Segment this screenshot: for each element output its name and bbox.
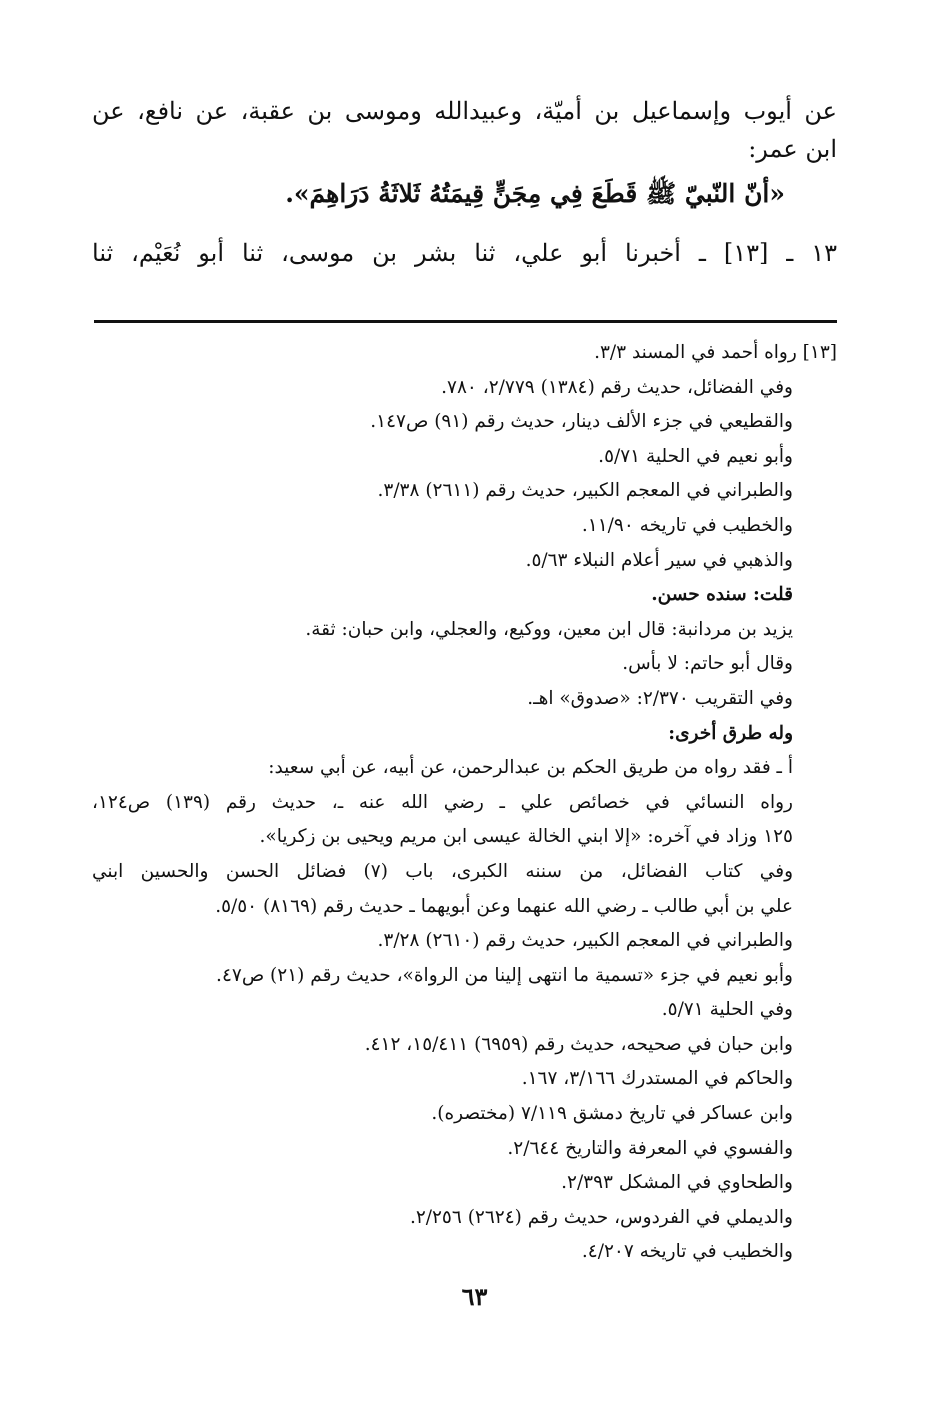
footnote-line: وأبو نعيم في جزء «تسمية ما انتهى إلينا من الرواة»، حديث رقم (٢١) ص٤٧. bbox=[216, 964, 793, 986]
main-line-4: ١٣ ـ [١٣] ـ أخبرنا أبو علي، ثنا بشر بن موسى، ثنا أبو نُعَيْم، ثنا bbox=[92, 239, 837, 267]
footnote-line: ١٢٥ وزاد في آخره: «إلا ابني الخالة عيسى ابن مريم ويحيى بن زكريا». bbox=[259, 826, 793, 848]
footnotes bbox=[92, 336, 837, 1270]
footnote-line: والخطيب في تاريخه ١١/٩٠. bbox=[581, 514, 793, 536]
footnote-line: وابن حبان في صحيحه، حديث رقم (٦٩٥٩) ١٥/٤١١، ٤١٢. bbox=[364, 1033, 793, 1055]
footnote-line: [١٣] رواه أحمد في المسند ٣/٣. bbox=[594, 342, 837, 363]
footnote-line: والقطيعي في جزء الألف دينار، حديث رقم (٩١) ص١٤٧. bbox=[370, 411, 793, 433]
footnote-line: قلت: سنده حسن. bbox=[651, 584, 793, 606]
page-number: ٦٣ bbox=[461, 1282, 488, 1311]
footnote-line: علي بن أبي طالب ـ رضي الله عنهما وعن أبويهما ـ حديث رقم (٨١٦٩) ٥/٥٠. bbox=[215, 895, 793, 917]
footnote-line: وقال أبو حاتم: لا بأس. bbox=[622, 653, 793, 675]
footnote-line: وفي الفضائل، حديث رقم (١٣٨٤) ٢/٧٧٩، ٧٨٠. bbox=[441, 376, 793, 398]
footnote-line: وله طرق أخرى: bbox=[668, 722, 793, 744]
footnote-line: والطبراني في المعجم الكبير، حديث رقم (٢٦١١) ٣/٣٨. bbox=[377, 480, 793, 502]
footnote-line: والطحاوي في المشكل ٢/٣٩٣. bbox=[561, 1172, 793, 1194]
footnote-line: والخطيب في تاريخه ٤/٢٠٧. bbox=[581, 1241, 793, 1263]
footnote-line: وفي كتاب الفضائل، من سننه الكبرى، باب (٧) فضائل الحسن والحسين ابني bbox=[92, 860, 793, 882]
hadith-text: «أنّ النّبيّ ﷺ قَطَعَ فِي مِجَنٍّ قِيمَتُهُ ثَلاثَةُ دَرَاهِمَ». bbox=[285, 179, 785, 208]
footnote-line: والديملي في الفردوس، حديث رقم (٢٦٢٤) ٢/٢٥٦. bbox=[409, 1206, 793, 1228]
footnote-line: أ ـ فقد رواه من طريق الحكم بن عبدالرحمن، عن أبيه، عن أبي سعيد: bbox=[268, 757, 793, 779]
main-text bbox=[92, 92, 837, 272]
footnote-line: والحاكم في المستدرك ٣/١٦٦، ١٦٧. bbox=[521, 1068, 793, 1090]
footnote-line: وفي الحلية ٥/٧١. bbox=[661, 999, 793, 1021]
footnote-line: والذهبي في سير أعلام النبلاء ٥/٦٣. bbox=[525, 549, 793, 571]
footnote-line: وابن عساكر في تاريخ دمشق ٧/١١٩ (مختصره). bbox=[431, 1103, 793, 1125]
footnote-line: رواه النسائي في خصائص علي ـ رضي الله عنه ـ، حديث رقم (١٣٩) ص١٢٤، bbox=[92, 791, 793, 813]
main-line-1: عن أيوب وإسماعيل بن أميّة، وعبيدالله وموسى بن عقبة، عن نافع، عن bbox=[92, 97, 837, 125]
footnote-line: وفي التقريب ٢/٣٧٠: «صدوق» اهـ. bbox=[527, 687, 793, 709]
footnote-line: والفسوي في المعرفة والتاريخ ٢/٦٤٤. bbox=[507, 1137, 793, 1159]
footnote-line: وأبو نعيم في الحلية ٥/٧١. bbox=[598, 445, 793, 467]
main-line-2: ابن عمر: bbox=[748, 135, 837, 163]
footnote-separator bbox=[94, 320, 837, 323]
footnote-line: يزيد بن مردانبة: قال ابن معين، ووكيع، والعجلي، وابن حبان: ثقة. bbox=[305, 618, 793, 640]
footnote-line: والطبراني في المعجم الكبير، حديث رقم (٢٦١٠) ٣/٢٨. bbox=[377, 930, 793, 952]
